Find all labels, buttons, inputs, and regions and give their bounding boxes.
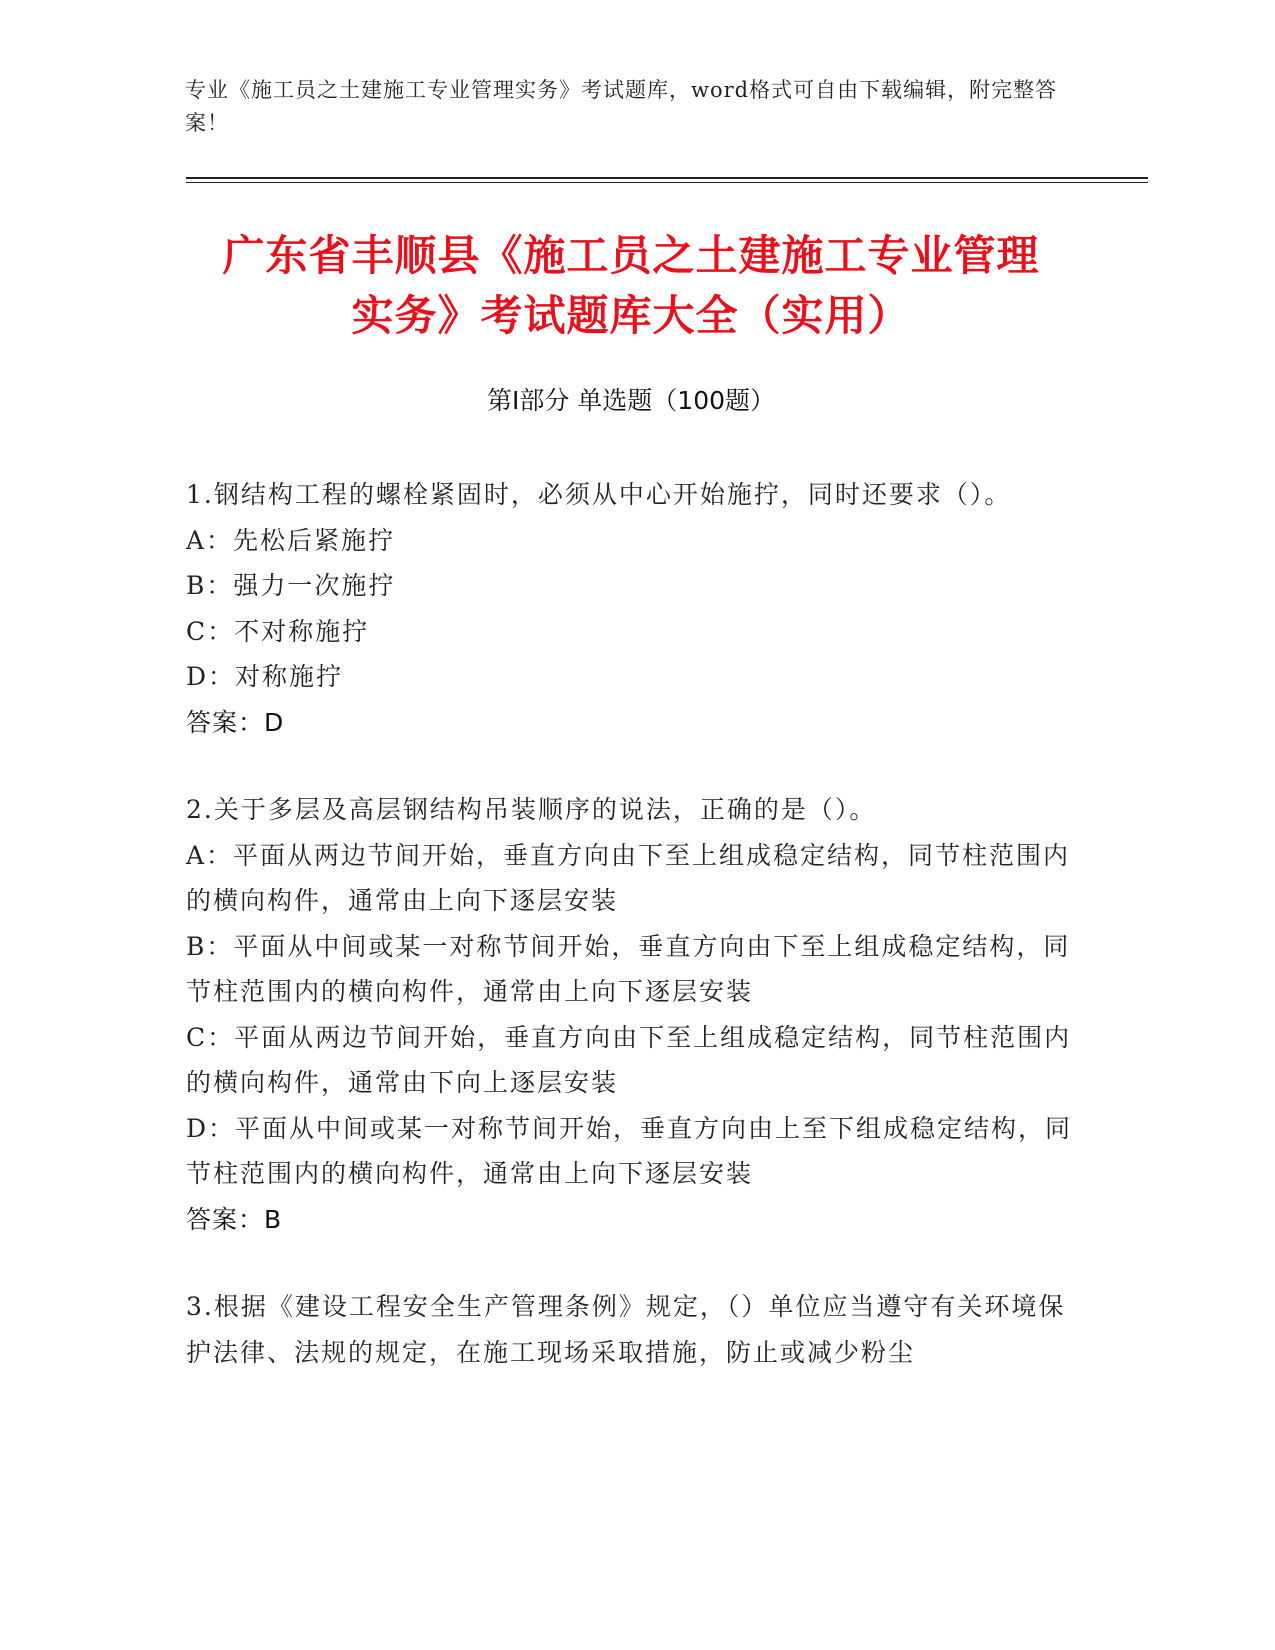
question-1 bbox=[186, 472, 1076, 745]
answer-option-c: C：平面从两边节间开始，垂直方向由下至上组成稳定结构，同节柱范围内的横向构件，通常由下向上逐层安装 bbox=[186, 1022, 1072, 1097]
question-stem: 2.关于多层及高层钢结构吊装顺序的说法，正确的是（）。 bbox=[186, 795, 877, 824]
question-2 bbox=[186, 787, 1076, 1242]
question-spacer bbox=[186, 1242, 1076, 1284]
question-list bbox=[186, 472, 1076, 1375]
section-heading: 第Ⅰ部分 单选题（100题） bbox=[486, 386, 776, 415]
document-title-line-2: 实务》考试题库大全（实用） bbox=[351, 291, 911, 340]
question-spacer bbox=[186, 745, 1076, 787]
document-title bbox=[186, 226, 1076, 346]
answer-option-a: A：平面从两边节间开始，垂直方向由下至上组成稳定结构，同节柱范围内的横向构件，通常由上向下逐层安装 bbox=[186, 840, 1071, 915]
answer-key: 答案：B bbox=[186, 1204, 283, 1234]
header-divider-thick bbox=[186, 177, 1148, 179]
header-note: 专业《施工员之土建施工专业管理实务》考试题库，word格式可自由下载编辑，附完整答案！ bbox=[185, 78, 1058, 135]
header-divider-thin bbox=[186, 182, 1148, 183]
question-3 bbox=[186, 1284, 1076, 1375]
question-stem: 1.钢结构工程的螺栓紧固时，必须从中心开始施拧，同时还要求（）。 bbox=[186, 480, 1012, 509]
answer-option-d: D：平面从中间或某一对称节间开始，垂直方向由上至下组成稳定结构，同节柱范围内的横向构件，通常由上向下逐层安装 bbox=[186, 1113, 1073, 1188]
answer-option-c: C：不对称施拧 bbox=[186, 616, 370, 646]
question-stem: 3.根据《建设工程安全生产管理条例》规定，（）单位应当遵守有关环境保护法律、法规的规定，在施工现场采取措施，防止或减少粉尘 bbox=[186, 1292, 1066, 1367]
document-title-line-1: 广东省丰顺县《施工员之土建施工专业管理 bbox=[222, 231, 1040, 280]
answer-key: 答案：D bbox=[186, 707, 285, 737]
answer-option-b: B：强力一次施拧 bbox=[186, 571, 396, 600]
answer-option-b: B：平面从中间或某一对称节间开始，垂直方向由下至上组成稳定结构，同节柱范围内的横向构件，通常由上向下逐层安装 bbox=[186, 931, 1071, 1006]
answer-option-d: D：对称施拧 bbox=[186, 662, 344, 691]
answer-option-a: A：先松后紧施拧 bbox=[186, 525, 396, 555]
